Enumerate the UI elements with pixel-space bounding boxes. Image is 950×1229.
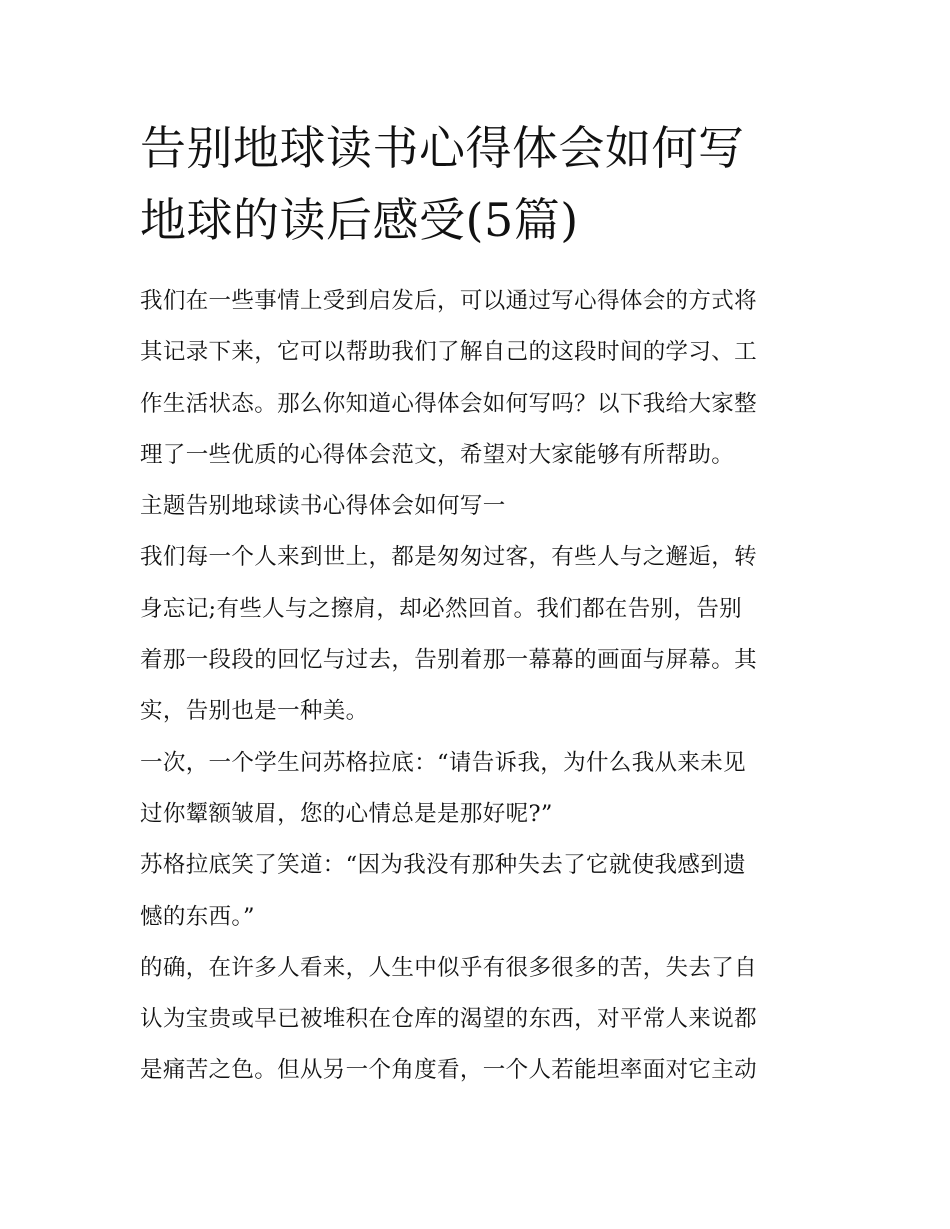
- text-line: 作生活状态。那么你知道心得体会如何写吗？以下我给大家整: [140, 390, 757, 417]
- text-line: 理了一些优质的心得体会范文，希望对大家能够有所帮助。: [140, 441, 735, 468]
- text-line: 过你颦额皱眉，您的心情总是是那好呢?”: [140, 800, 553, 827]
- document-body: [140, 276, 812, 1097]
- text-line: 实，告别也是一种美。: [140, 698, 369, 725]
- text-line: 是痛苦之色。但从另一个角度看，一个人若能坦率面对它主动: [140, 1057, 757, 1084]
- text-line: 着那一段段的回忆与过去，告别着那一幕幕的画面与屏幕。其: [140, 647, 757, 674]
- document-title: [140, 112, 830, 256]
- text-line: 我们每一个人来到世上，都是匆匆过客，有些人与之邂逅，转: [140, 544, 757, 571]
- text-line: 我们在一些事情上受到启发后，可以通过写心得体会的方式将: [140, 288, 757, 314]
- text-line: 其记录下来，它可以帮助我们了解自己的这段时间的学习、工: [140, 339, 757, 366]
- text-line: 憾的东西。”: [140, 903, 255, 930]
- text-line: 苏格拉底笑了笑道：“因为我没有那种失去了它就使我感到遗: [140, 852, 746, 879]
- title-line-1: 告别地球读书心得体会如何写: [140, 121, 745, 175]
- text-line: 一次，一个学生问苏格拉底：“请告诉我，为什么我从来未见: [140, 749, 746, 776]
- title-line-2: 地球的读后感受(5篇): [140, 193, 579, 247]
- text-line: 的确，在许多人看来，人生中似乎有很多很多的苦，失去了自: [140, 954, 757, 981]
- section-heading: 主题告别地球读书心得体会如何写一: [140, 493, 506, 520]
- text-line: 认为宝贵或早已被堆积在仓库的渴望的东西，对平常人来说都: [140, 1006, 757, 1033]
- text-line: 身忘记;有些人与之擦肩，却必然回首。我们都在告别，告别: [140, 595, 743, 622]
